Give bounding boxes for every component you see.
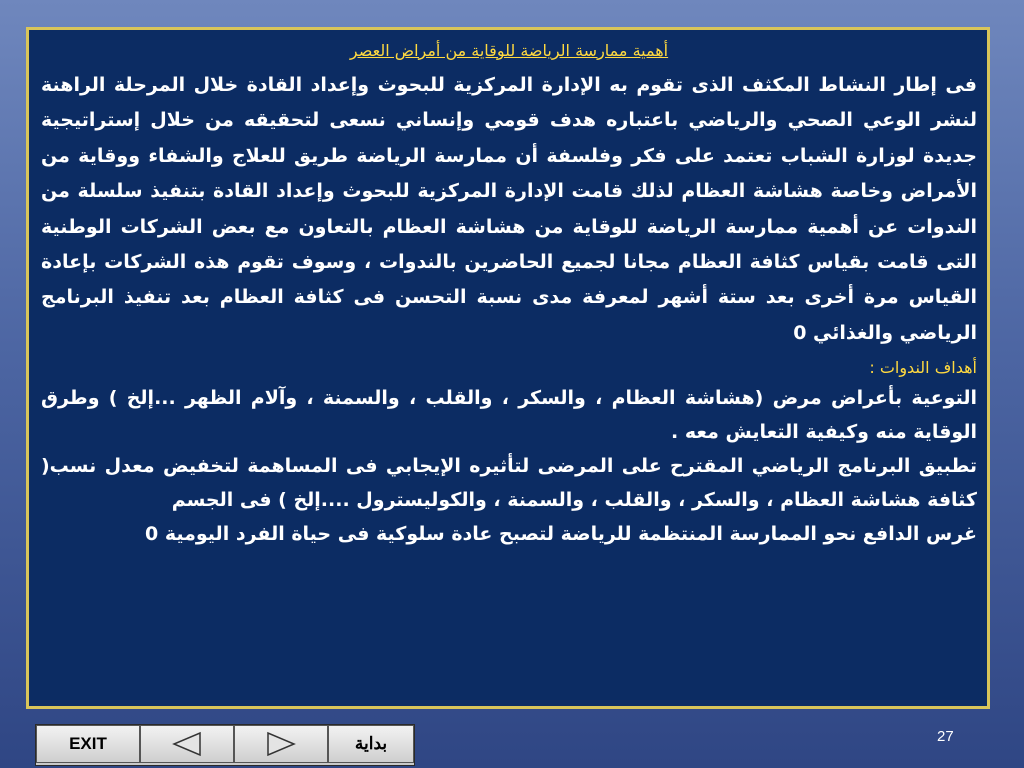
slide-content bbox=[41, 40, 977, 551]
slide-frame bbox=[26, 27, 990, 709]
goals-heading: أهداف الندوات : bbox=[869, 358, 977, 378]
exit-label: EXIT bbox=[69, 734, 107, 753]
start-button[interactable] bbox=[328, 725, 414, 763]
exit-button[interactable] bbox=[36, 725, 140, 763]
goal-item-motivation: غرس الدافع نحو الممارسة المنتظمة للرياضة لتصبح عادة سلوكية فى حياة الفرد اليومية 0 bbox=[145, 523, 977, 546]
right-triangle-icon bbox=[264, 731, 298, 757]
intro-paragraph: فى إطار النشاط المكثف الذى تقوم به الإدارة المركزية للبحوث وإعداد القادة خلال المرحلة الراهنة لنشر الوعي الصحي والرياضي باعتباره هدف قومي وإنساني نسعى لتحقيقه من خلال إستراتيجية جديدة لوزارة الشباب تعتمد على فكر وفلسفة أن ممارسة الرياضة طريق للعلاج والشفاء ووقاية من الأمراض وخاصة هشاشة العظام لذلك قامت الإدارة المركزية للبحوث وإعداد القادة بتنفيذ سلسلة من الندوات عن أهمية ممارسة الرياضة للوقاية من هشاشة العظام بالتعاون مع بعض الشركات الوطنية التى قامت بقياس كثافة العظام مجانا لجميع الحاضرين بالندوات ، وسوف تقوم هذه الشركات بإعادة القياس مرة أخرى بعد ستة أشهر لمعرفة مدى نسبة التحسن فى كثافة العظام بعد تنفيذ البرنامج الرياضي والغذائي 0 bbox=[41, 74, 977, 344]
goal-item-awareness: التوعية بأعراض مرض (هشاشة العظام ، والسكر ، والقلب ، والسمنة ، وآلام الظهر ...إلخ ) وطرق الوقاية منه وكيفية التعايش معه . bbox=[41, 387, 977, 444]
slide-title: أهمية ممارسة الرياضة للوقاية من أمراض العصر bbox=[349, 41, 669, 60]
left-triangle-icon bbox=[170, 731, 204, 757]
previous-button[interactable] bbox=[140, 725, 234, 763]
page-number: 27 bbox=[937, 728, 954, 745]
navigation-bar bbox=[35, 724, 415, 766]
goal-item-program: تطبيق البرنامج الرياضي المقترح على المرضى لتأثيره الإيجابي فى المساهمة لتخفيض معدل نسب( كثافة هشاشة العظام ، والسكر ، والقلب ، والسمنة ، والكوليسترول ....إلخ ) فى الجسم bbox=[41, 455, 977, 512]
next-button[interactable] bbox=[234, 725, 328, 763]
start-label: بداية bbox=[354, 734, 388, 753]
